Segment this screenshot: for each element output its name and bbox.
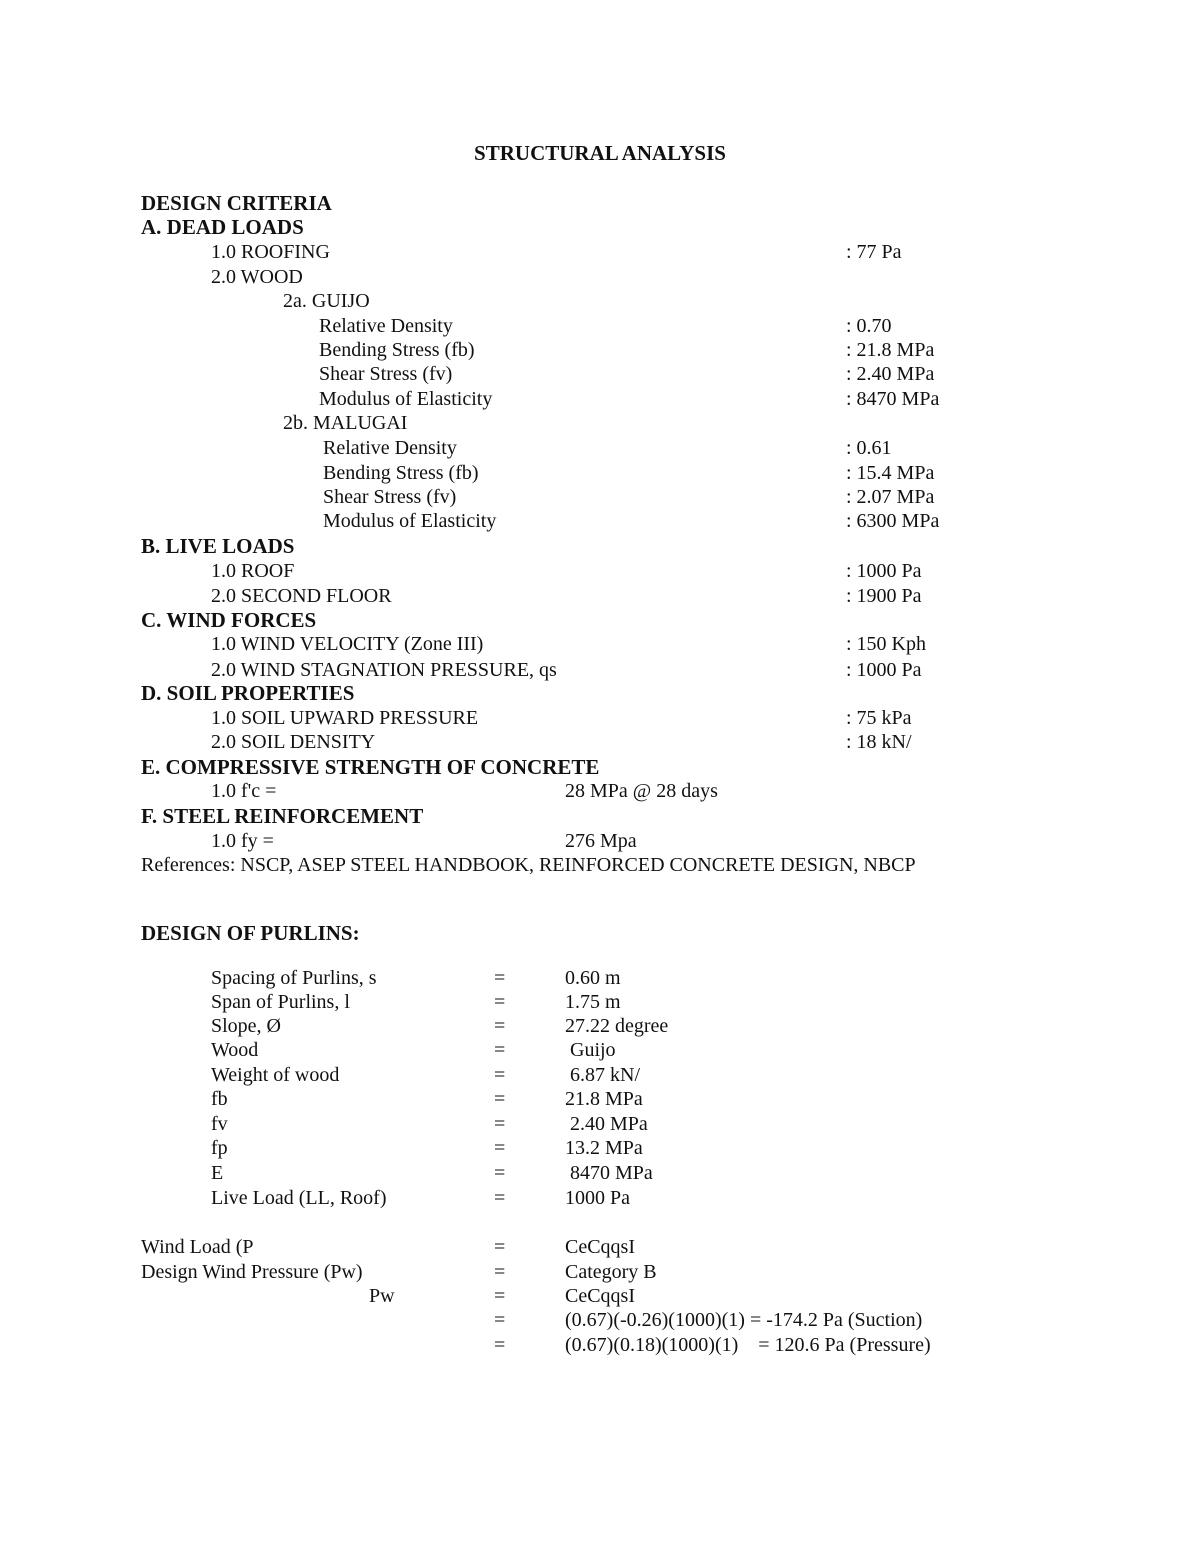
purlin-param-label: Slope, Ø	[211, 1015, 281, 1037]
roofing-label: 1.0 ROOFING	[211, 241, 330, 263]
guijo-e-label: Modulus of Elasticity	[319, 388, 493, 410]
purlin-param-label: Live Load (LL, Roof)	[211, 1187, 387, 1209]
purlin-param-value: 8470 MPa	[565, 1162, 653, 1184]
wind-velocity-value: : 150 Kph	[846, 633, 926, 655]
pw-value: CeCqqsI	[565, 1285, 635, 1307]
guijo-e-value: : 8470 MPa	[846, 388, 940, 410]
design-wind-pressure-label: Design Wind Pressure (Pw)	[141, 1261, 363, 1283]
equals-sign: =	[494, 1162, 506, 1184]
purlin-param-label: Span of Purlins, l	[211, 991, 350, 1013]
purlin-param-value: 1000 Pa	[565, 1187, 630, 1209]
dead-loads-heading: A. DEAD LOADS	[141, 215, 304, 239]
guijo-rd-value: : 0.70	[846, 315, 892, 337]
purlin-param-value: 27.22 degree	[565, 1015, 669, 1037]
equals-sign: =	[494, 1187, 506, 1209]
fc-value: 28 MPa @ 28 days	[565, 780, 718, 802]
wind-forces-heading: C. WIND FORCES	[141, 608, 317, 632]
stagnation-pressure-value: : 1000 Pa	[846, 659, 922, 681]
equals-sign: =	[494, 1137, 506, 1159]
equals-sign: =	[494, 1261, 506, 1283]
purlin-param-value: Guijo	[565, 1039, 616, 1061]
guijo-rd-label: Relative Density	[319, 315, 453, 337]
fy-label: 1.0 fy =	[211, 830, 274, 852]
stagnation-pressure-label: 2.0 WIND STAGNATION PRESSURE, qs	[211, 659, 557, 681]
design-of-purlins-heading: DESIGN OF PURLINS:	[141, 921, 360, 945]
wind-load-value: CeCqqsI	[565, 1236, 635, 1258]
wind-load-label: Wind Load (P	[141, 1236, 254, 1258]
malugai-e-value: : 6300 MPa	[846, 510, 940, 532]
purlin-param-label: fv	[211, 1113, 228, 1135]
live-roof-label: 1.0 ROOF	[211, 560, 295, 582]
roofing-value: : 77 Pa	[846, 241, 902, 263]
design-wind-pressure-value: Category B	[565, 1261, 657, 1283]
purlin-param-value: 2.40 MPa	[565, 1113, 648, 1135]
equals-sign: =	[494, 1236, 506, 1258]
equals-sign: =	[494, 1285, 506, 1307]
equals-sign: =	[494, 1015, 506, 1037]
purlin-param-value: 6.87 kN/	[565, 1064, 640, 1086]
malugai-fv-value: : 2.07 MPa	[846, 486, 935, 508]
live-roof-value: : 1000 Pa	[846, 560, 922, 582]
purlin-param-label: Wood	[211, 1039, 259, 1061]
equals-sign: =	[494, 1309, 506, 1331]
malugai-fb-value: : 15.4 MPa	[846, 462, 935, 484]
malugai-rd-label: Relative Density	[323, 437, 457, 459]
malugai-heading: 2b. MALUGAI	[283, 412, 408, 434]
suction-calc: (0.67)(-0.26)(1000)(1) = -174.2 Pa (Suction)	[565, 1309, 923, 1331]
equals-sign: =	[494, 1113, 506, 1135]
purlin-param-value: 1.75 m	[565, 991, 621, 1013]
guijo-fb-label: Bending Stress (fb)	[319, 339, 475, 361]
purlin-param-value: 13.2 MPa	[565, 1137, 643, 1159]
pw-label: Pw	[369, 1285, 395, 1307]
pressure-calc: (0.67)(0.18)(1000)(1) = 120.6 Pa (Pressure)	[565, 1334, 931, 1356]
purlin-param-label: Weight of wood	[211, 1064, 340, 1086]
equals-sign: =	[494, 1039, 506, 1061]
references: References: NSCP, ASEP STEEL HANDBOOK, REINFORCED CONCRETE DESIGN, NBCP	[141, 854, 916, 876]
soil-density-value: : 18 kN/	[846, 731, 912, 753]
malugai-rd-value: : 0.61	[846, 437, 892, 459]
soil-upward-value: : 75 kPa	[846, 707, 912, 729]
malugai-fv-label: Shear Stress (fv)	[323, 486, 457, 508]
purlin-param-label: Spacing of Purlins, s	[211, 967, 377, 989]
page-title: STRUCTURAL ANALYSIS	[474, 141, 726, 165]
second-floor-value: : 1900 Pa	[846, 585, 922, 607]
wood-label: 2.0 WOOD	[211, 266, 303, 288]
equals-sign: =	[494, 967, 506, 989]
live-loads-heading: B. LIVE LOADS	[141, 534, 295, 558]
soil-properties-heading: D. SOIL PROPERTIES	[141, 681, 355, 705]
malugai-fb-label: Bending Stress (fb)	[323, 462, 479, 484]
equals-sign: =	[494, 1088, 506, 1110]
malugai-e-label: Modulus of Elasticity	[323, 510, 497, 532]
guijo-fv-value: : 2.40 MPa	[846, 363, 935, 385]
concrete-strength-heading: E. COMPRESSIVE STRENGTH OF CONCRETE	[141, 755, 600, 779]
wind-velocity-label: 1.0 WIND VELOCITY (Zone III)	[211, 633, 484, 655]
second-floor-label: 2.0 SECOND FLOOR	[211, 585, 392, 607]
purlin-param-value: 21.8 MPa	[565, 1088, 643, 1110]
purlin-param-label: fb	[211, 1088, 228, 1110]
equals-sign: =	[494, 1334, 506, 1356]
guijo-fb-value: : 21.8 MPa	[846, 339, 935, 361]
fy-value: 276 Mpa	[565, 830, 637, 852]
purlin-param-value: 0.60 m	[565, 967, 621, 989]
guijo-fv-label: Shear Stress (fv)	[319, 363, 453, 385]
equals-sign: =	[494, 991, 506, 1013]
purlin-param-label: fp	[211, 1137, 228, 1159]
equals-sign: =	[494, 1064, 506, 1086]
soil-upward-label: 1.0 SOIL UPWARD PRESSURE	[211, 707, 479, 729]
design-criteria-heading: DESIGN CRITERIA	[141, 191, 332, 215]
purlin-param-label: E	[211, 1162, 224, 1184]
soil-density-label: 2.0 SOIL DENSITY	[211, 731, 376, 753]
fc-label: 1.0 f'c =	[211, 780, 277, 802]
guijo-heading: 2a. GUIJO	[283, 290, 370, 312]
steel-reinforcement-heading: F. STEEL REINFORCEMENT	[141, 804, 424, 828]
